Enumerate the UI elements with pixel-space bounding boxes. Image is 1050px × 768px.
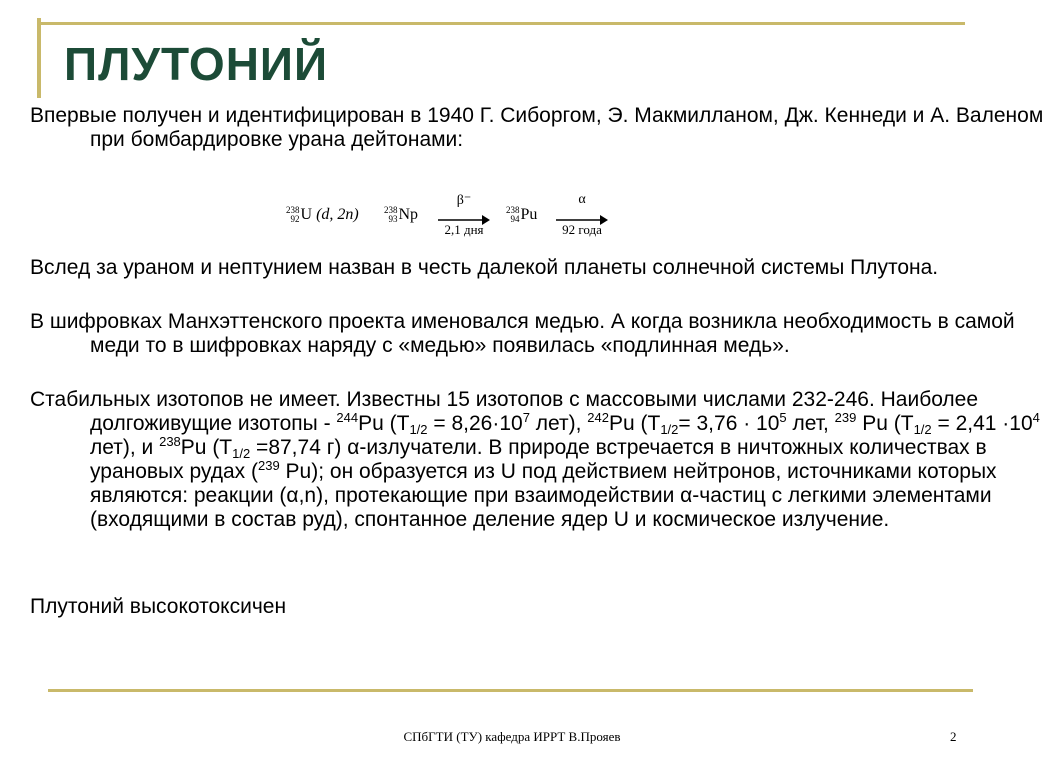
target-atomic-number: 92 <box>290 214 300 225</box>
decorative-rule-top <box>37 22 965 25</box>
isotopes-text: Pu (T <box>358 412 410 435</box>
product2-symbol: Pu <box>520 206 538 223</box>
product2-atomic-number: 94 <box>510 214 520 225</box>
isotopes-text: лет, <box>786 412 835 435</box>
half-life-subscript: 1/2 <box>660 422 679 437</box>
isotopes-text: Pu); он образуется из U под действием нейтронов, источниками которых являются: реакции (α,n), протекающие при взаимодействии α-частиц с легкими элементами (входящими в состав руд), спонтанное деление ядер U и космическое излучение. <box>90 460 997 531</box>
paragraph-naming: Вслед за ураном и нептунием назван в честь далекой планеты солнечной системы Плутона. <box>30 256 939 279</box>
decorative-rule-bottom <box>48 689 973 692</box>
product2-nuclide-numbers <box>506 206 520 224</box>
isotopes-text: = 2,41 ·10 <box>931 412 1033 435</box>
decay2-half-life: 92 года <box>562 222 602 237</box>
paragraph-manhattan-project: В шифровках Манхэттенского проекта именовался медью. А когда возникла необходимость в самой меди то в шифровках наряду с «медью» появилась «подлинная медь». <box>30 310 1015 357</box>
isotopes-text: лет), <box>529 412 588 435</box>
decay-arrow-alpha <box>552 188 612 246</box>
half-life-subscript: 1/2 <box>232 446 251 461</box>
isotopes-text: = 3,76 · 10 <box>678 412 780 435</box>
product1-mass-number: 238 <box>384 205 398 216</box>
page-number: 2 <box>950 729 957 744</box>
target-mass-number: 238 <box>286 205 300 216</box>
mass-number-238: 238 <box>159 434 181 449</box>
slide-title: ПЛУТОНИЙ <box>64 38 329 90</box>
paragraph-isotopes <box>30 388 1050 532</box>
reaction-particles: (d, 2n) <box>316 206 359 223</box>
product1-nuclide-numbers <box>384 206 398 224</box>
decorative-rule-vertical <box>37 18 41 98</box>
half-life-subscript: 1/2 <box>913 422 932 437</box>
exponent: 4 <box>1032 410 1040 425</box>
decay1-mode: β⁻ <box>456 193 472 208</box>
product1-atomic-number: 93 <box>388 214 398 225</box>
mass-number-239: 239 <box>258 458 280 473</box>
paragraph-discovery: Впервые получен и идентифицирован в 1940 Г. Сиборгом, Э. Макмилланом, Дж. Кеннеди и А. Валеном при бомбардировке урана дейтонами: <box>30 104 1044 151</box>
product2-mass-number: 238 <box>506 205 520 216</box>
mass-number-242: 242 <box>587 410 609 425</box>
exponent: 5 <box>779 410 787 425</box>
isotopes-text: = 8,26·10 <box>427 412 523 435</box>
half-life-subscript: 1/2 <box>409 422 428 437</box>
product1-symbol: Np <box>398 206 419 223</box>
reaction-product-2 <box>506 206 537 224</box>
isotopes-text: Стабильных изотопов не имеет. Известны 15 изотопов с массовыми числами 232-246. Наиболее долгоживущие изотопы - <box>30 388 979 435</box>
decay1-half-life: 2,1 дня <box>444 222 484 237</box>
reaction-target <box>286 206 359 224</box>
nuclear-reaction-equation <box>280 188 620 246</box>
isotopes-text: Pu (T <box>856 412 914 435</box>
mass-number-244: 244 <box>336 410 359 425</box>
isotopes-text: Pu (T <box>608 412 661 435</box>
mass-number-239: 239 <box>834 410 857 425</box>
slide-footer: СПбГТИ (ТУ) кафедра ИРРТ В.Прояев <box>403 729 621 744</box>
isotopes-text: =87,74 г) α-излучатели. В природе встречается в ничтожных количествах в урановых рудах ( <box>90 436 987 483</box>
isotopes-text: лет), и <box>90 436 160 459</box>
reaction-product-1 <box>384 206 418 224</box>
target-symbol: U <box>300 206 313 223</box>
decay2-mode: α <box>578 192 586 207</box>
target-nuclide-numbers <box>286 206 300 224</box>
isotopes-text: Pu (T <box>180 436 233 459</box>
paragraph-toxicity: Плутоний высокотоксичен <box>30 595 287 618</box>
exponent: 7 <box>522 410 530 425</box>
decay-arrow-beta <box>434 188 494 246</box>
